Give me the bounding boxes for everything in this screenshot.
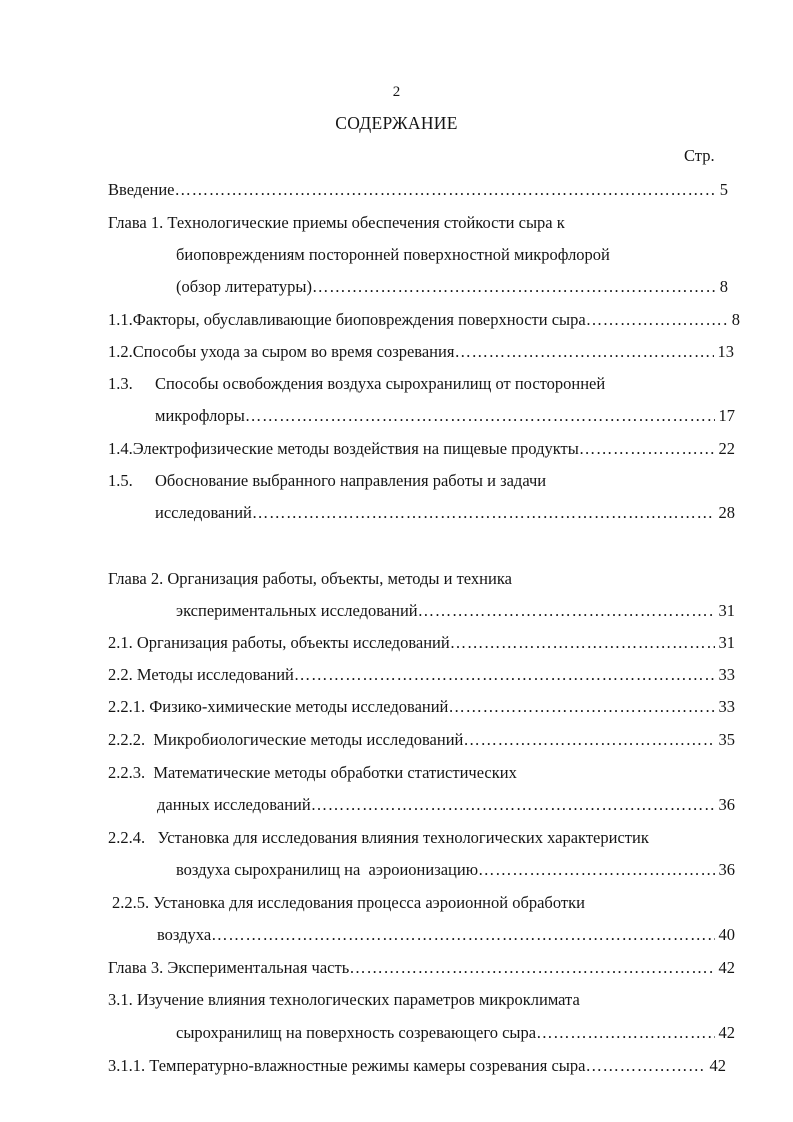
toc-entry (157, 795, 735, 815)
toc-entry-page: 36 (718, 795, 735, 814)
toc-entry-page: 8 (731, 310, 740, 329)
toc-dot-leader (585, 1056, 705, 1076)
toc-entry (155, 406, 735, 426)
toc-entry (108, 665, 735, 685)
toc-entry (108, 374, 605, 394)
toc-entry (176, 245, 610, 265)
toc-entry (108, 310, 740, 330)
toc-entry (155, 503, 735, 523)
toc-dot-leader (454, 342, 713, 362)
toc-entry (157, 925, 735, 945)
toc-dot-leader (478, 860, 714, 880)
toc-dot-leader (579, 439, 715, 459)
toc-entry-text: воздуха сырохранилищ на аэроионизацию (176, 860, 479, 879)
toc-entry-page: 35 (718, 730, 735, 749)
toc-entry (108, 342, 734, 362)
toc-entry (176, 1023, 735, 1043)
toc-entry (108, 569, 512, 589)
toc-entry-text: 2.2.4. Установка для исследования влияния технологических характеристик (108, 828, 649, 847)
toc-entry (108, 730, 735, 750)
toc-entry (112, 893, 585, 913)
toc-entry-text: Глава 1. Технологические приемы обеспечения стойкости сыра к (108, 213, 565, 232)
toc-entry-page: 31 (718, 601, 735, 620)
toc-dot-leader (294, 665, 715, 685)
toc-dot-leader (349, 958, 714, 978)
toc-dot-leader (211, 925, 714, 945)
toc-entry-text: данных исследований (157, 795, 311, 814)
toc-entry-text: 2.2. Методы исследований (108, 665, 294, 684)
toc-dot-leader (245, 406, 715, 426)
toc-entry-text: Способы ухода за сыром во время созревания (132, 342, 455, 361)
toc-entry-text: Введение (108, 180, 175, 199)
toc-entry-page: 42 (718, 958, 735, 977)
toc-entry-number: 1.3. (108, 374, 133, 393)
toc-entry-text: микрофлоры (155, 406, 245, 425)
toc-entry-page: 28 (718, 503, 735, 522)
toc-entry-text: 2.1. Организация работы, объекты исследований (108, 633, 450, 652)
toc-entry-text: Обоснование выбранного направления работы и задачи (155, 471, 547, 490)
toc-entry-page: 42 (718, 1023, 735, 1042)
toc-entry-page: 8 (719, 277, 728, 296)
toc-entry-page: 33 (718, 697, 735, 716)
toc-entry-number: 1.5. (108, 471, 133, 490)
toc-entry-text: 2.2.1. Физико-химические методы исследований (108, 697, 449, 716)
toc-entry (176, 277, 728, 297)
toc-dot-leader (312, 277, 716, 297)
toc-dot-leader (536, 1023, 714, 1043)
toc-entry (176, 601, 735, 621)
toc-entry-page: 22 (718, 439, 735, 458)
toc-entry (108, 763, 517, 783)
toc-entry-page: 33 (718, 665, 735, 684)
page-title: СОДЕРЖАНИЕ (335, 113, 458, 133)
toc-dot-leader (311, 795, 715, 815)
toc-dot-leader (463, 730, 714, 750)
toc-entry-text: 3.1. Изучение влияния технологических параметров микроклимата (108, 990, 580, 1009)
toc-dot-leader (450, 633, 715, 653)
toc-entry-text: Глава 2. Организация работы, объекты, методы и техника (108, 569, 512, 588)
toc-entry-text: 2.2.5. Установка для исследования процесса аэроионной обработки (112, 893, 585, 912)
toc-entry (108, 180, 728, 200)
toc-dot-leader (252, 503, 715, 523)
toc-dot-leader (586, 310, 728, 330)
toc-entry-page: 36 (718, 860, 735, 879)
toc-entry-number: 1.2. (108, 342, 133, 361)
toc-entry-text: Электрофизические методы воздействия на пищевые продукты (132, 439, 579, 458)
toc-entry (108, 471, 546, 491)
toc-entry (108, 439, 735, 459)
toc-entry (108, 633, 735, 653)
toc-entry-page: 42 (709, 1056, 726, 1075)
toc-entry-text: 3.1.1. Температурно-влажностные режимы камеры созревания сыра (108, 1056, 586, 1075)
toc-entry-text: 2.2.3. Математические методы обработки статистических (108, 763, 517, 782)
toc-entry-number: 1.4. (108, 439, 133, 458)
toc-entry-text: биоповреждениям посторонней поверхностной микрофлорой (176, 245, 610, 264)
toc-entry (108, 1056, 726, 1076)
page-number: 2 (392, 84, 401, 100)
toc-entry (176, 860, 735, 880)
toc-entry-page: 5 (719, 180, 728, 199)
toc-dot-leader (175, 180, 716, 200)
toc-entry-text: 2.2.2. Микробиологические методы исследований (108, 730, 464, 749)
toc-entry-text: исследований (155, 503, 252, 522)
toc-entry (108, 697, 735, 717)
toc-entry-page: 17 (718, 406, 735, 425)
page-column-label: Стр. (684, 146, 715, 165)
toc-entry-page: 31 (718, 633, 735, 652)
toc-entry (108, 828, 649, 848)
toc-dot-leader (448, 697, 714, 717)
toc-dot-leader (418, 601, 715, 621)
toc-entry-text: Факторы, обуславливающие биоповреждения поверхности сыра (132, 310, 586, 329)
toc-entry (108, 990, 580, 1010)
toc-entry-text: сырохранилищ на поверхность созревающего сыра (176, 1023, 537, 1042)
toc-entry-page: 40 (718, 925, 735, 944)
toc-entry-text: воздуха (157, 925, 212, 944)
toc-entry-text: Способы освобождения воздуха сырохранилищ от посторонней (155, 374, 606, 393)
toc-entry-text: (обзор литературы) (176, 277, 313, 296)
toc-entry-text: Глава 3. Экспериментальная часть (108, 958, 350, 977)
toc-entry-text: экспериментальных исследований (176, 601, 418, 620)
toc-entry-page: 13 (717, 342, 734, 361)
toc-entry (108, 213, 565, 233)
toc-entry-number: 1.1. (108, 310, 133, 329)
toc-entry (108, 958, 735, 978)
